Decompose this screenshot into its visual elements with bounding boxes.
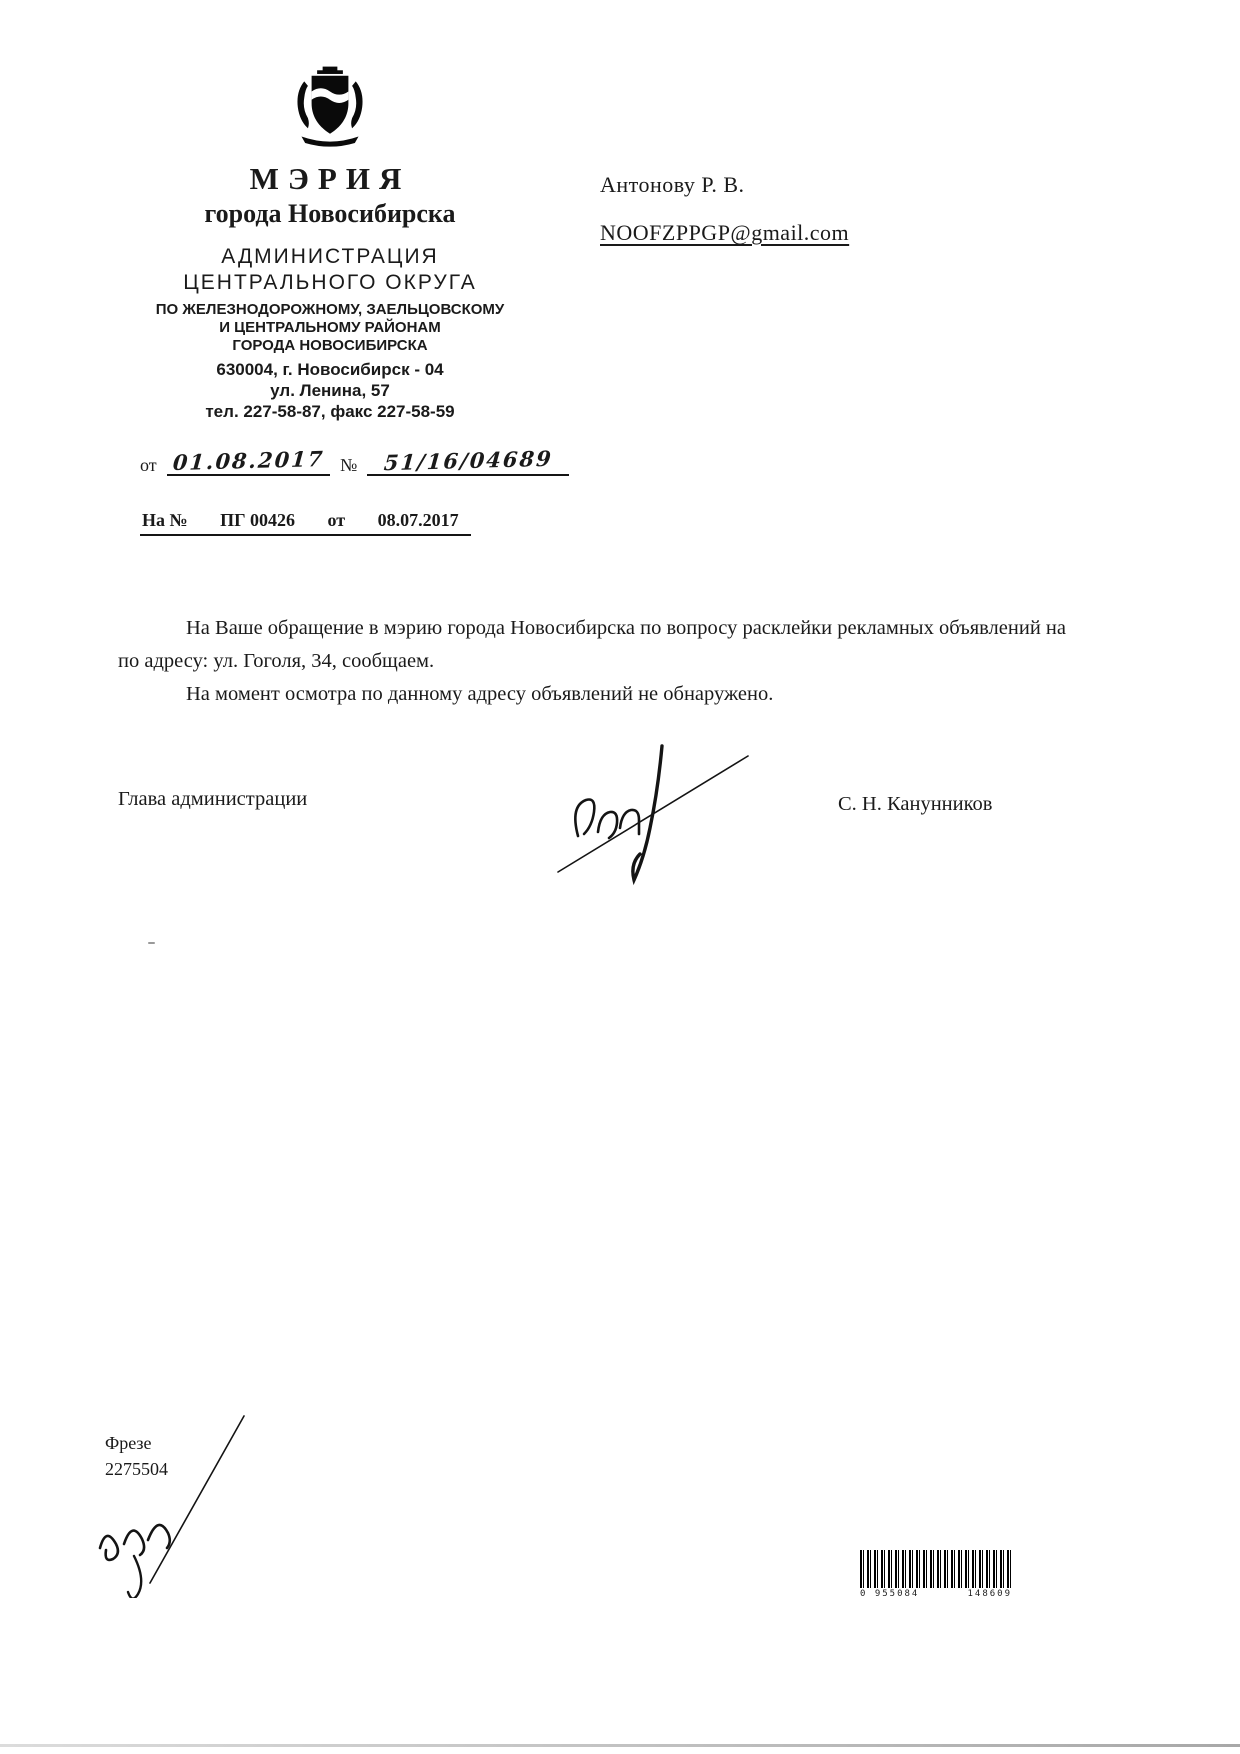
dept-line-1: АДМИНИСТРАЦИЯ (221, 245, 439, 268)
head-signature-icon (540, 740, 760, 890)
reply-prefix-label: На № (142, 510, 188, 530)
scan-edge-line (0, 1744, 1240, 1747)
body-paragraph-2: На момент осмотра по данному адресу объявлений не обнаружено. (186, 683, 774, 706)
recipient-block (600, 172, 1020, 246)
registration-barcode (860, 1550, 1012, 1599)
recipient-name: Антонову Р. В. (600, 172, 745, 197)
address-line-1: 630004, г. Новосибирск - 04 (216, 360, 444, 379)
outgoing-reference-row (140, 445, 570, 476)
incoming-reference-row (140, 510, 471, 536)
dept-line-5: ГОРОДА НОВОСИБИРСКА (232, 337, 428, 354)
dept-line-3: ПО ЖЕЛЕЗНОДОРОЖНОМУ, ЗАЕЛЬЦОВСКОМУ (155, 301, 505, 318)
body-paragraph-1: На Ваше обращение в мэрию города Новосибирска по вопросу расклейки рекламных объявлений на по адресу: ул. Гоголя, 34, сообщаем. (118, 617, 1066, 673)
number-label: № (340, 455, 358, 475)
outgoing-number-field (367, 445, 569, 476)
executor-signature-icon (88, 1398, 258, 1598)
reference-block (140, 445, 570, 536)
recipient-email: NOOFZPPGP@gmail.com (600, 220, 850, 245)
city-emblem-icon (284, 66, 376, 150)
dept-line-2: ЦЕНТРАЛЬНОГО ОКРУГА (183, 271, 477, 294)
signer-title: Глава администрации (118, 788, 308, 810)
executor-phone: 2275504 (105, 1459, 168, 1480)
org-title: МЭРИЯ (249, 161, 411, 196)
signer-name: С. Н. Канунников (838, 793, 993, 815)
outgoing-number-handwritten: 51/16/04689 (382, 445, 554, 476)
executor-name: Фрезе (105, 1433, 152, 1453)
barcode-digits-right: 148609 (967, 1589, 1012, 1599)
outgoing-date-handwritten: 01.08.2017 (171, 445, 326, 476)
barcode-digits (860, 1589, 1012, 1599)
reply-from-label: от (327, 510, 346, 530)
incoming-date: 08.07.2017 (377, 510, 459, 530)
barcode-bars (860, 1550, 1012, 1588)
letterhead (108, 66, 552, 422)
org-subtitle: города Новосибирска (204, 199, 456, 228)
dept-line-4: И ЦЕНТРАЛЬНОМУ РАЙОНАМ (219, 319, 441, 336)
incoming-number: ПГ 00426 (220, 510, 296, 530)
letter-body (118, 612, 1066, 712)
from-label: от (140, 455, 157, 475)
scan-artifact-dot (148, 942, 155, 944)
outgoing-date-field (167, 445, 331, 476)
phone-line: тел. 227-58-87, факс 227-58-59 (205, 402, 455, 421)
address-line-2: ул. Ленина, 57 (270, 381, 390, 400)
barcode-digits-left: 0 955084 (860, 1589, 920, 1599)
